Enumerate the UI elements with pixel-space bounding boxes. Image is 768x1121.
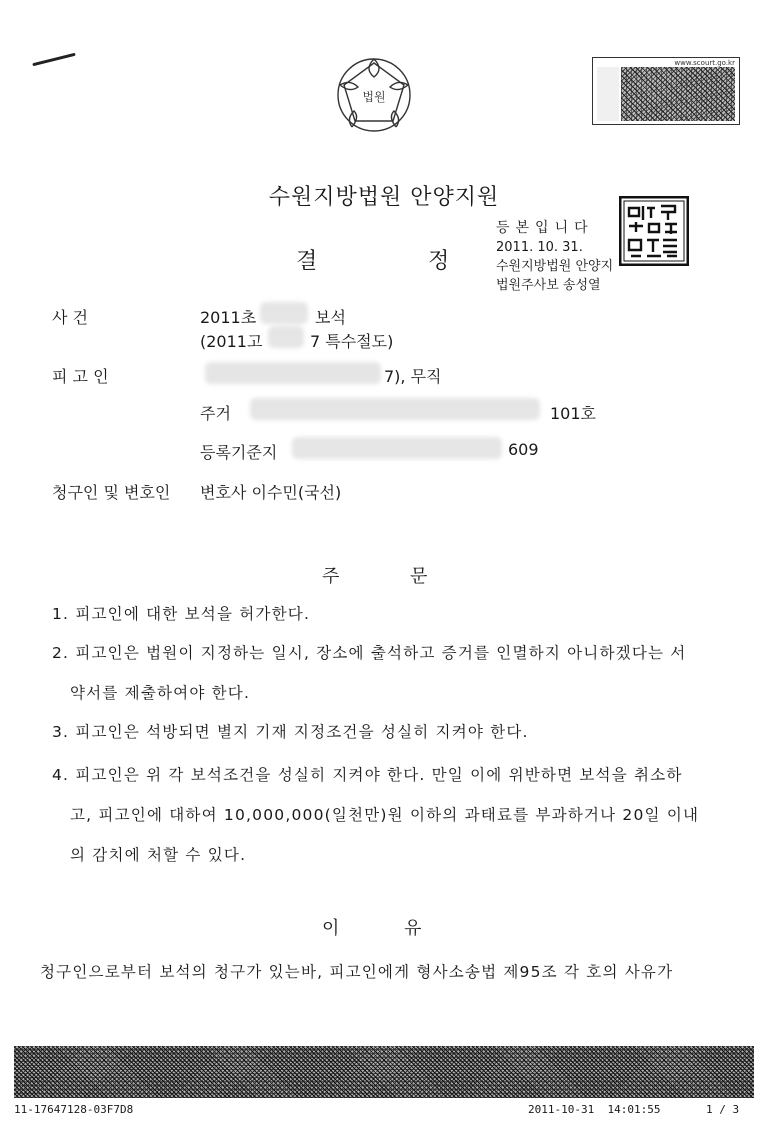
reason-text: 청구인으로부터 보석의 청구가 있는바, 피고인에게 형사소송법 제95조 각 호의 사유가: [40, 963, 674, 981]
order-item: 1. 피고인에 대한 보석을 허가한다.: [52, 605, 311, 623]
defendant-value: 7), 무직: [384, 367, 442, 386]
case-value-a: 2011초: [200, 308, 257, 327]
redaction: [292, 437, 502, 459]
order-item-continued: 의 감치에 처할 수 있다.: [70, 846, 247, 864]
order-item-continued: 고, 피고인에 대하여 10,000,000(일천만)원 이하의 과태료를 부과하거나 20일 이내: [70, 806, 700, 824]
registered-label: 등록기준지: [200, 443, 278, 462]
court-emblem-icon: [332, 55, 416, 135]
cert-line-1: 등본입니다: [496, 220, 594, 236]
redaction: [268, 326, 304, 348]
cert-line-2: 2011. 10. 31.: [496, 240, 583, 255]
footer-timestamp: 2011-10-31 14:01:55: [528, 1103, 661, 1116]
order-item: 4. 피고인은 위 각 보석조건을 성실히 지켜야 한다. 만일 이에 위반하면 보석을 취소하: [52, 766, 683, 784]
qr-blank-area: [597, 67, 619, 121]
redaction: [260, 302, 308, 324]
case-value2-b: 7 특수절도): [310, 332, 394, 351]
reason-heading-left: 이: [322, 918, 340, 939]
address-value: 101호: [550, 404, 596, 423]
footer-doc-id: 11-17647128-03F7D8: [14, 1103, 134, 1116]
address-label: 주거: [200, 404, 231, 423]
defendant-label: 피 고 인: [52, 367, 109, 386]
order-item: 2. 피고인은 법원이 지정하는 일시, 장소에 출석하고 증거를 인멸하지 아니하겠다는 서: [52, 644, 687, 662]
redaction: [250, 398, 540, 420]
redaction: [205, 362, 381, 384]
doc-title-right: 정: [428, 249, 450, 274]
qr-url: www.scourt.go.kr: [674, 59, 735, 67]
petitioner-value: 변호사 이수민(국선): [200, 483, 342, 502]
certification-block: [496, 219, 613, 295]
emblem-text: 법원: [362, 90, 386, 104]
case-label: 사 건: [52, 308, 88, 327]
court-name: 수원지방법원 안양지원: [268, 185, 500, 210]
case-value2-a: (2011고: [200, 332, 263, 351]
case-value-b: 보석: [315, 308, 346, 327]
order-heading-right: 문: [410, 566, 428, 587]
authentication-code-box: [592, 57, 740, 125]
petitioner-label: 청구인 및 변호인: [52, 483, 171, 502]
registered-value: 609: [508, 440, 539, 459]
footer-page: 1 / 3: [706, 1103, 740, 1116]
qr-code-icon: [621, 67, 735, 121]
reason-heading-right: 유: [404, 918, 422, 939]
cert-line-4: 법원주사보 송성열: [496, 278, 601, 293]
official-seal-icon: [619, 196, 689, 266]
pen-mark: [32, 53, 75, 67]
order-item: 3. 피고인은 석방되면 별지 기재 지정조건을 성실히 지켜야 한다.: [52, 723, 529, 741]
order-heading-left: 주: [322, 566, 340, 587]
security-barcode-icon: [14, 1046, 754, 1098]
cert-line-3: 수원지방법원 안양지: [496, 259, 614, 274]
doc-title-left: 결: [296, 249, 318, 274]
order-item-continued: 약서를 제출하여야 한다.: [70, 684, 251, 702]
